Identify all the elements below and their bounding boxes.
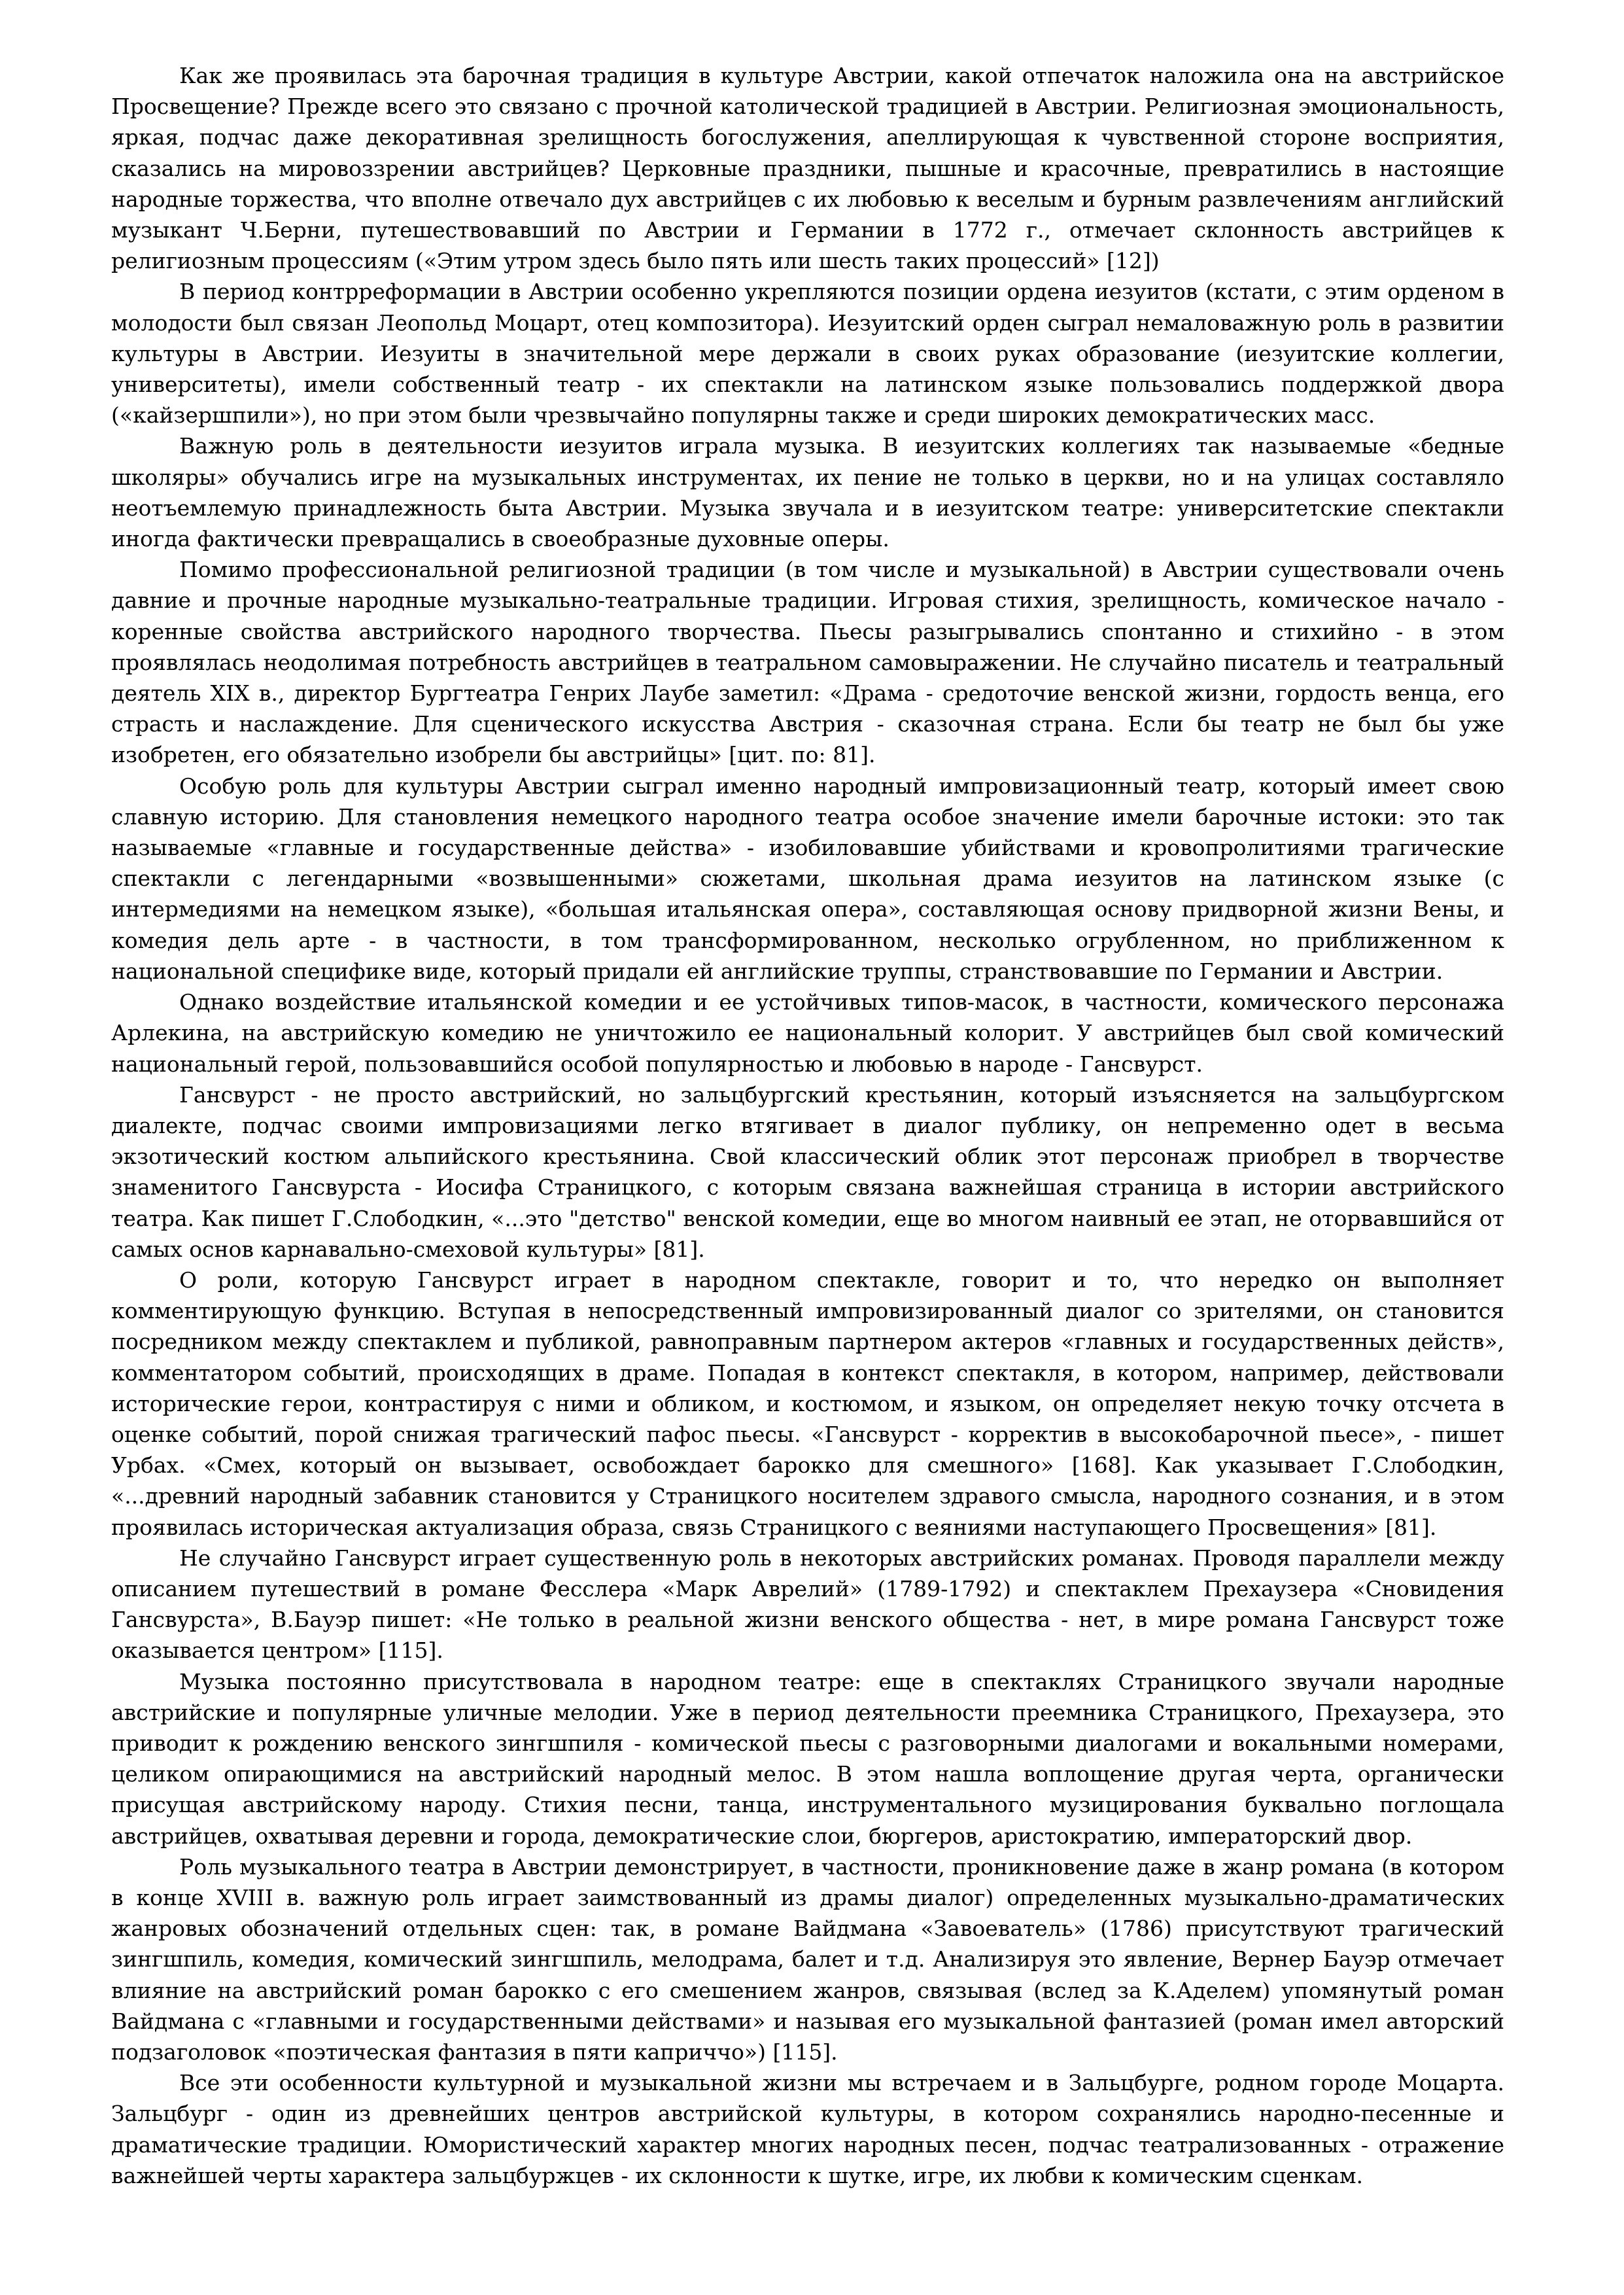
paragraph-hanswurst-novels: Не случайно Гансвурст играет существенную роль в некоторых австрийских романах. Проводя параллели между описанием путешествий в романе Фесслера «Марк Аврелий» (1789-1792) и спектаклем Прехаузера «Сновидения Гансвурста», В.Бауэр пишет: «Не только в реальной жизни венского общества - нет, в мире романа Гансвурст тоже оказывается центром» [115].: [111, 1545, 1504, 1664]
paragraph-baroque-tradition: Как же проявилась эта барочная традиция в культуре Австрии, какой отпечаток наложила она на австрийское Просвещение? Прежде всего это связано с прочной католической традицией в Австрии. Религиозная эмоциональность, яркая, подчас даже декоративная зрелищность богослужения, апеллирующая к чувственной стороне восприятия, сказались на мировоззрении австрийцев? Церковные праздники, пышные и красочные, превратились в настоящие народные торжества, что вполне отвечало дух австрийцев с их любовью к веселым и бурным развлечениям английский музыкант Ч.Берни, путешествовавший по Австрии и Германии в 1772 г., отмечает склонность австрийцев к религиозным процессиям («Этим утром здесь было пять или шесть таких процессий» [12]): [111, 63, 1504, 274]
paragraph-salzburg: Все эти особенности культурной и музыкальной жизни мы встречаем и в Зальцбурге, родном городе Моцарта. Зальцбург - один из древнейших центров австрийской культуры, в котором сохранялись народно-песенные и драматические традиции. Юмористический характер многих народных песен, подчас театрализованных - отражение важнейшей черты характера зальцбуржцев - их склонности к шутке, игре, их любви к комическим сценкам.: [111, 2070, 1504, 2188]
paragraph-folk-theatre-traditions: Помимо профессиональной религиозной традиции (в том числе и музыкальной) в Австрии существовали очень давние и прочные народные музыкально-театральные традиции. Игровая стихия, зрелищность, комическое начало - коренные свойства австрийского народного творчества. Пьесы разыгрывались спонтанно и стихийно - в этом проявлялась неодолимая потребность австрийцев в театральном самовыражении. Не случайно писатель и театральный деятель XIX в., директор Бургтеатра Генрих Лаубе заметил: «Драма - средоточие венской жизни, гордость венца, его страсть и наслаждение. Для сценического искусства Австрия - сказочная страна. Если бы театр не был бы уже изобретен, его обязательно изобрели бы австрийцы» [цит. по: 81].: [111, 557, 1504, 768]
paragraph-music-in-theatre: Музыка постоянно присутствовала в народном театре: еще в спектаклях Страницкого звучали народные австрийские и популярные уличные мелодии. Уже в период деятельности преемника Страницкого, Прехаузера, это приводит к рождению венского зингшпиля - комической пьесы с разговорными диалогами и вокальными номерами, целиком опирающимися на австрийский народный мелос. В этом нашла воплощение другая черта, органически присущая австрийскому народу. Стихия песни, танца, инструментального музицирования буквально поглощала австрийцев, охватывая деревни и города, демократические слои, бюргеров, аристократию, императорский двор.: [111, 1668, 1504, 1849]
document-page: [111, 60, 1504, 2191]
paragraph-improvisational-theatre: Особую роль для культуры Австрии сыграл именно народный импровизационный театр, который имеет свою славную историю. Для становления немецкого народного театра особое значение имели барочные истоки: это так называемые «главные и государственные действа» - изобиловавшие убийствами и кровопролитиями трагические спектакли с легендарными «возвышенными» сюжетами, школьная драма иезуитов на латинском языке (с интермедиями на немецком языке), «большая итальянская опера», составляющая основу придворной жизни Вены, и комедия дель арте - в частности, в том трансформированном, несколько огрубленном, но приближенном к национальной специфике виде, который придали ей английские труппы, странствовавшие по Германии и Австрии.: [111, 773, 1504, 984]
paragraph-jesuit-music: Важную роль в деятельности иезуитов играла музыка. В иезуитских коллегиях так называемые «бедные школяры» обучались игре на музыкальных инструментах, их пение не только в церкви, но и на улицах составляло неотъемлемую принадлежность быта Австрии. Музыка звучала и в иезуитском театре: университетские спектакли иногда фактически превращались в своеобразные духовные оперы.: [111, 433, 1504, 552]
paragraph-italian-comedy: Однако воздействие итальянской комедии и ее устойчивых типов-масок, в частности, комического персонажа Арлекина, на австрийскую комедию не уничтожило ее национальный колорит. У австрийцев был свой комический национальный герой, пользовавшийся особой популярностью и любовью в народе - Гансвурст.: [111, 989, 1504, 1077]
paragraph-musical-theatre-role: Роль музыкального театра в Австрии демонстрирует, в частности, проникновение даже в жанр романа (в котором в конце XVIII в. важную роль играет заимствованный из драмы диалог) определенных музыкально-драматических жанровых обозначений отдельных сцен: так, в романе Вайдмана «Завоеватель» (1786) присутствуют трагический зингшпиль, комедия, комический зингшпиль, мелодрама, балет и т.д. Анализируя это явление, Вернер Бауэр отмечает влияние на австрийский роман барокко с его смешением жанров, связывая (вслед за К.Аделем) упомянутый роман Вайдмана с «главными и государственными действами» и называя его музыкальной фантазией (роман имел авторский подзаголовок «поэтическая фантазия в пяти каприччо») [115].: [111, 1853, 1504, 2065]
paragraph-counter-reformation: В период контрреформации в Австрии особенно укрепляются позиции ордена иезуитов (кстати, с этим орденом в молодости был связан Леопольд Моцарт, отец композитора). Иезуитский орден сыграл немаловажную роль в развитии культуры в Австрии. Иезуиты в значительной мере держали в своих руках образование (иезуитские коллегии, университеты), имели собственный театр - их спектакли на латинском языке пользовались поддержкой двора («кайзершпили»), но при этом были чрезвычайно популярны также и среди широких демократических масс.: [111, 279, 1504, 429]
paragraph-hanswurst-role: О роли, которую Гансвурст играет в народном спектакле, говорит и то, что нередко он выполняет комментирующую функцию. Вступая в непосредственный импровизированный диалог со зрителями, он становится посредником между спектаклем и публикой, равноправным партнером актеров «главных и государственных действ», комментатором событий, происходящих в драме. Попадая в контекст спектакля, в котором, например, действовали исторические герои, контрастируя с ними и обликом, и костюмом, и языком, он определяет некую точку отсчета в оценке событий, порой снижая трагический пафос пьесы. «Гансвурст - корректив в высокобарочной пьесе», - пишет Урбах. «Смех, который он вызывает, освобождает барокко для смешного» [168]. Как указывает Г.Слободкин, «...древний народный забавник становится у Страницкого носителем здравого смысла, народного сознания, и в этом проявилась историческая актуализация образа, связь Страницкого с веяниями наступающего Просвещения» [81].: [111, 1267, 1504, 1540]
paragraph-hanswurst: Гансвурст - не просто австрийский, но зальцбургский крестьянин, который изъясняется на зальцбургском диалекте, подчас своими импровизациями легко втягивает в диалог публику, он непременно одет в весьма экзотический костюм альпийского крестьянина. Свой классический облик этот персонаж приобрел в творчестве знаменитого Гансвурста - Иосифа Страницкого, с которым связана важнейшая страница в истории австрийского театра. Как пишет Г.Слободкин, «...это "детство" венской комедии, еще во многом наивный ее этап, не оторвавшийся от самых основ карнавально-смеховой культуры» [81].: [111, 1081, 1504, 1262]
